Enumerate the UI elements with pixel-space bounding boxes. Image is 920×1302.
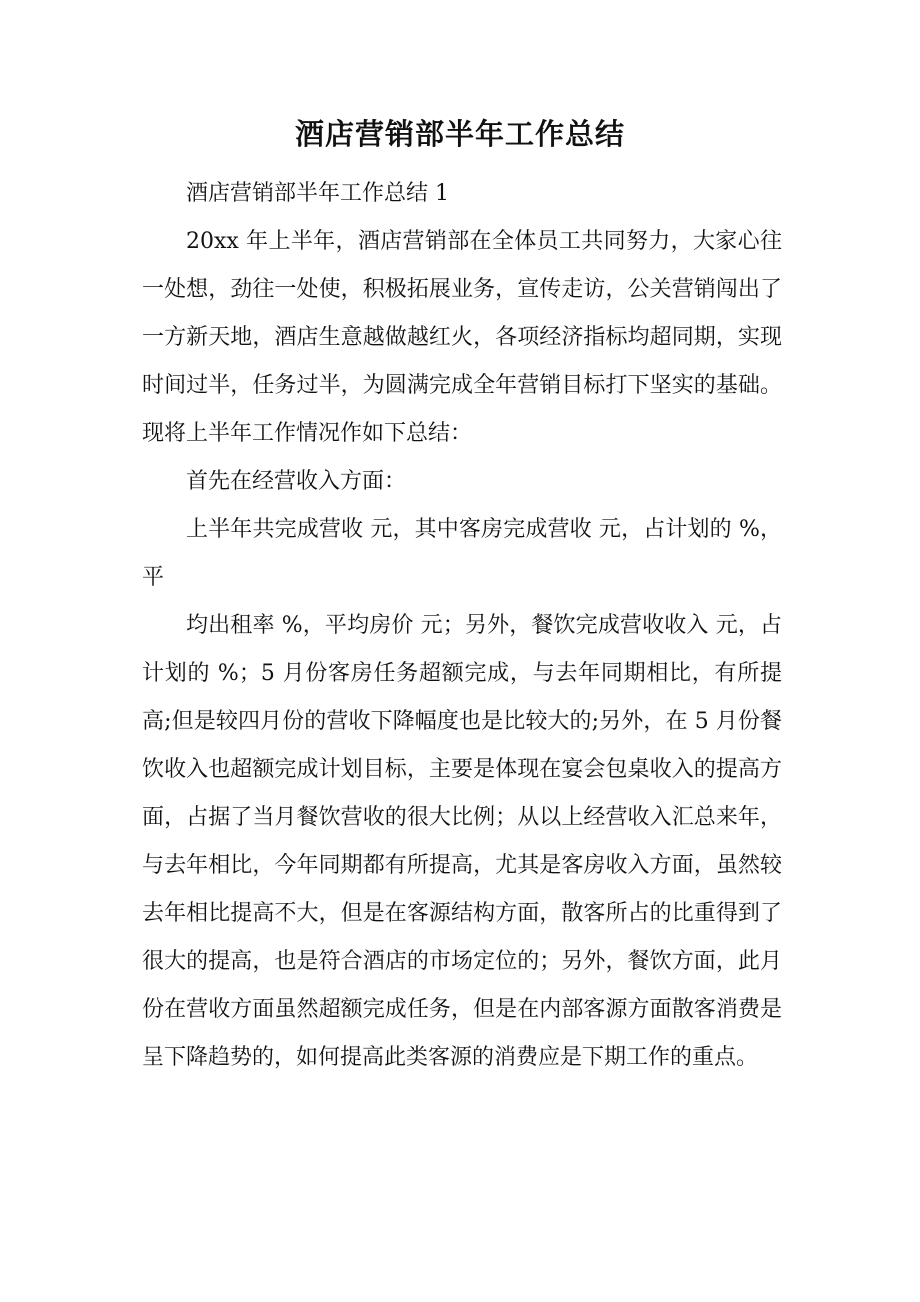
body-paragraph: 首先在经营收入方面： (186, 469, 407, 494)
document-title: 酒店营销部半年工作总结 (294, 117, 625, 151)
body-paragraph: 20xx 年上半年，酒店营销部在全体员工共同努力，大家心往一处想，劲往一处使，积极拓展业务，宣传走访，公关营销闯出了一方新天地，酒店生意越做越红火，各项经济指标均超同期，实现时间过半，任务过半，为圆满完成全年营销目标打下坚实的基础。现将上半年工作情况作如下总结： (142, 229, 782, 446)
section-heading: 酒店营销部半年工作总结 1 (186, 181, 449, 206)
body-paragraph: 上半年共完成营收 元，其中客房完成营收 元，占计划的 %，平 (142, 517, 782, 590)
document-body (142, 170, 782, 1082)
body-paragraph: 均出租率 %，平均房价 元；另外，餐饮完成营收收入 元，占计划的 %；5 月份客房任务超额完成，与去年同期相比，有所提高;但是较四月份的营收下降幅度也是比较大的;另外，在 5 月份餐饮收入也超额完成计划目标，主要是体现在宴会包桌收入的提高方面，占据了当月餐饮营收的很大比例；从以上经营收入汇总来年，与去年相比，今年同期都有所提高，尤其是客房收入方面，虽然较去年相比提高不大，但是在客源结构方面，散客所占的比重得到了很大的提高，也是符合酒店的市场定位的；另外，餐饮方面，此月份在营收方面虽然超额完成任务，但是在内部客源方面散客消费是呈下降趋势的，如何提高此类客源的消费应是下期工作的重点。 (142, 613, 782, 1070)
